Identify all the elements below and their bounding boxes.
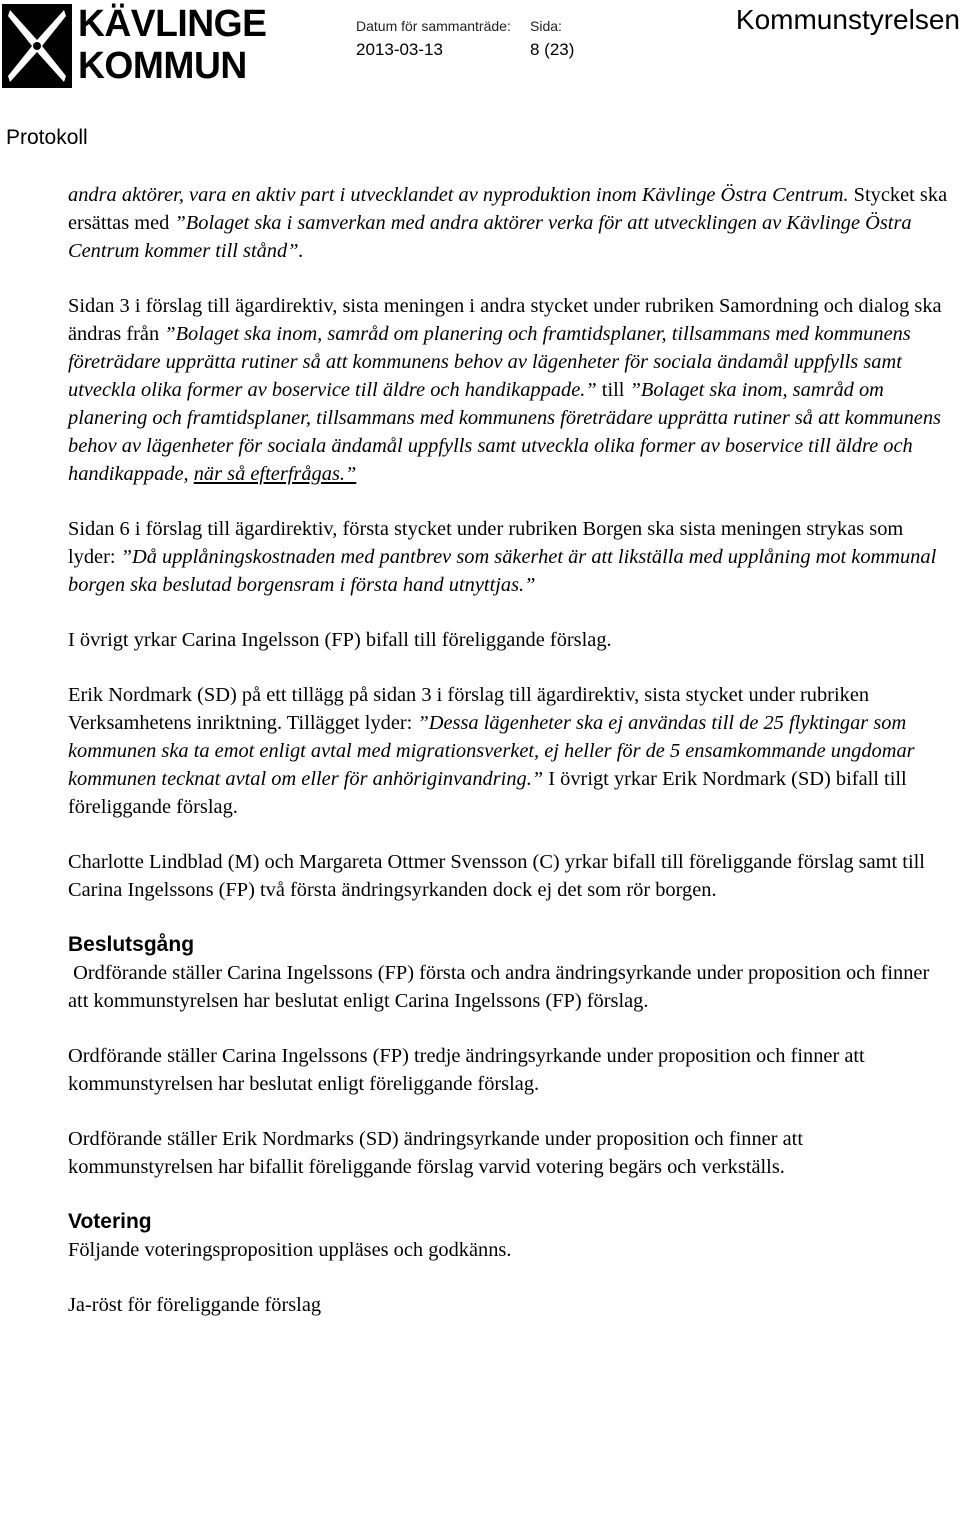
page-header [0, 0, 960, 100]
beslutsgang-heading: Beslutsgång [68, 933, 195, 956]
beslutsgang-paragraph-3: Ordförande ställer Erik Nordmarks (SD) ändringsyrkande under proposition och finner att kommunstyrelsen har bifallit föreliggande förslag varvid votering begärs och verkställs. [68, 1128, 803, 1178]
logo-text-line2: KOMMUN [78, 45, 247, 87]
paragraph-1-text-a: Stycket ska ersättas med [68, 184, 948, 234]
paragraph-2-text-a: Sidan 3 i förslag till ägardirektiv, sista meningen i andra stycket under rubriken Samordning och dialog ska ändras från [68, 295, 942, 345]
paragraph-5-italic-a: ”Dessa lägenheter ska ej användas till de 25 flyktingar som kommunen ska ta emot enligt avtal med migrationsverket, ej heller för de 5 ensamkommande ungdomar kommunen tecknat avtal om eller för anhöriginvandring.” [68, 712, 915, 790]
document-body [68, 181, 948, 1319]
page-number: 8 (23) [530, 40, 575, 59]
paragraph-3 [68, 515, 948, 599]
votering-paragraph-1: Följande voteringsproposition uppläses och godkänns. [68, 1239, 512, 1261]
paragraph-2-italic-b: ”Bolaget ska inom, samråd om planering och framtidsplaner, tillsammans med kommunens företrädare upprätta rutiner så att kommunens behov av lägenheter för sociala ändamål uppfylls samt utveckla olika former av boservice till äldre och handikappade, [68, 379, 941, 485]
municipality-logo [2, 3, 267, 88]
paragraph-5 [68, 681, 948, 821]
paragraph-1-italic-b: ”Bolaget ska i samverkan med andra aktörer verka för att utvecklingen av Kävlinge Östra Centrum kommer till stånd”. [68, 212, 912, 262]
votering-paragraph-2: Ja-röst för föreliggande förslag [68, 1294, 322, 1316]
paragraph-3-italic-a: ”Då upplåningskostnaden med pantbrev som säkerhet är att likställa med upplåning mot kommunal borgen ska beslutad borgensram i första hand utnyttjas.” [68, 546, 937, 596]
meeting-date-label: Datum för sammanträde: [356, 18, 511, 34]
paragraph-5-text-a: Erik Nordmark (SD) på ett tillägg på sidan 3 i förslag till ägardirektiv, sista stycket under rubriken Verksamhetens inriktning. Tillägget lyder: [68, 684, 870, 734]
meeting-date: 2013-03-13 [356, 40, 443, 59]
paragraph-6: Charlotte Lindblad (M) och Margareta Ottmer Svensson (C) yrkar bifall till föreliggande förslag samt till Carina Ingelssons (FP) två första ändringsyrkanden dock ej det som rör borgen. [68, 851, 925, 901]
page-label: Sida: [530, 18, 562, 34]
paragraph-2-text-b: till [596, 379, 630, 401]
paragraph-4: I övrigt yrkar Carina Ingelsson (FP) bifall till föreliggande förslag. [68, 629, 612, 651]
beslutsgang-paragraph-1: Ordförande ställer Carina Ingelssons (FP) första och andra ändringsyrkande under proposition och finner att kommunstyrelsen har beslutat enligt Carina Ingelssons (FP) förslag. [68, 962, 935, 1012]
paragraph-2 [68, 292, 948, 488]
paragraph-1-italic-a: andra aktörer, vara en aktiv part i utvecklandet av nyproduktion inom Kävlinge Östra Centrum. [68, 184, 849, 206]
votering-heading: Votering [68, 1210, 152, 1233]
paragraph-2-underlined: när så efterfrågas.” [193, 463, 357, 485]
logo-text-line1: KÄVLINGE [78, 3, 267, 45]
paragraph-5-text-b: I övrigt yrkar Erik Nordmark (SD) bifall till föreliggande förslag. [68, 768, 907, 818]
beslutsgang-paragraph-2: Ordförande ställer Carina Ingelssons (FP) tredje ändringsyrkande under proposition och finner att kommunstyrelsen har beslutat enligt föreliggande förslag. [68, 1045, 865, 1095]
document-type: Protokoll [6, 126, 88, 149]
paragraph-1 [68, 181, 948, 265]
paragraph-3-text-a: Sidan 6 i förslag till ägardirektiv, första stycket under rubriken Borgen ska sista meningen strykas som lyder: [68, 518, 904, 568]
organization-name: Kommunstyrelsen [735, 4, 960, 35]
paragraph-2-italic-a: ”Bolaget ska inom, samråd om planering och framtidsplaner, tillsammans med kommunens företrädare upprätta rutiner så att kommunens behov av lägenheter för sociala ändamål uppfylls samt utveckla olika former av boservice till äldre och handikappade.” [68, 323, 911, 401]
logo-emblem-icon [2, 4, 72, 88]
